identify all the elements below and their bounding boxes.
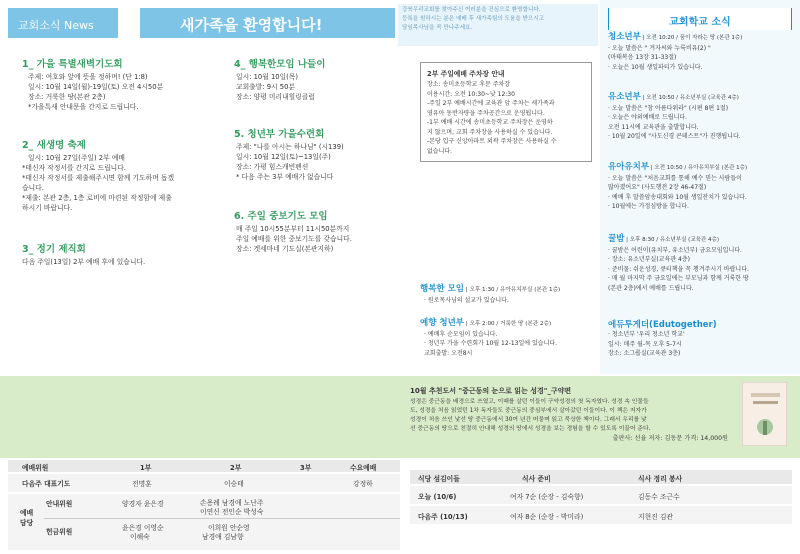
school-line: 많아졌어요" (사도행전 2장 46-47절) <box>608 184 707 191</box>
parking-line: 영유아 동반자량을 주차공간으로 운영됩니다. <box>427 109 545 117</box>
school-line: · 예배 후 말씀암송대회와 10월 생일잔치가 있습니다. <box>608 193 747 201</box>
meal-prep: 여자 7순 (순장 - 김숙향) <box>510 493 584 501</box>
notice-4 <box>234 56 414 102</box>
notice-title: 5. 청년부 가을수련회 <box>234 129 325 140</box>
service-header-2: 2부 <box>230 464 242 472</box>
notice-6 <box>234 208 414 254</box>
school-section-name: 유소년부 <box>608 92 641 102</box>
note-line: 등록을 원하시는 분은 예배 후 새가족팀의 도움을 받으시고 <box>402 16 545 22</box>
service-header-4: 수요예배 <box>350 464 377 472</box>
school-line: · 오늘은 10월 생일파티가 있습니다. <box>608 63 703 71</box>
youth-section <box>420 316 600 358</box>
meal-header: 식사 준비 <box>522 475 551 483</box>
book-cover-art <box>743 383 788 447</box>
parking-line: -주일 2부 예배시간에 교육관 앞 주차는 새가족과 <box>427 100 555 107</box>
school-line: (마태복음 13장 31-33절) <box>608 54 677 61</box>
parking-line: 장소: 송미초등학교 후문 주차장 <box>427 81 511 88</box>
service-subrow-label: 헌금위원 <box>46 528 73 536</box>
school-preschool <box>608 160 798 212</box>
school-section-meta: | 오전 10:20 / 꿈이 자라는 땅 (본관 1층) <box>640 35 743 41</box>
notice-3 <box>22 241 222 267</box>
notice-1 <box>22 56 222 112</box>
notice-line: *태신자 작정서를 간지로 드립니다. <box>22 164 126 172</box>
school-line: · 장소: 유소년부실(교육관 4층) <box>608 256 690 263</box>
notice-line: 주제: "나를 아시는 하나님" (시139) <box>236 143 344 151</box>
meal-header: 식당 섬김이들 <box>418 475 460 483</box>
school-line: (본관 2층)에서 예배를 드립니다. <box>608 284 694 292</box>
school-kkulbam <box>608 232 798 293</box>
edu-line: · 청소년부 '우리 청소년 학교' <box>608 331 685 338</box>
school-youth <box>608 30 798 72</box>
service-cell: 강정하 <box>353 480 373 488</box>
youth-line: · 예배후 순모임이 있습니다. <box>424 330 498 338</box>
service-cell: 윤은경 이영순 <box>122 524 164 532</box>
school-line: · 매 월 마지막 주 금요일에는 부모님과 함께 거룩한 땅 <box>608 275 749 282</box>
service-cell: 남경애 김남향 <box>202 533 244 541</box>
notice-line: *태신자 작정서를 제출해주시면 함께 기도하며 돕겠 <box>22 174 175 182</box>
welcome-note <box>398 4 598 46</box>
notice-title: 3_ 정기 제직회 <box>22 244 86 255</box>
notice-line: 주제: 여호와 앞에 뜻을 정하며! (단 1:8) <box>28 73 148 81</box>
notice-line: 하시기 바랍니다. <box>22 204 73 212</box>
notice-line: 장소: 양평 미리내힐링클럽 <box>236 93 315 101</box>
school-section-name: 유아유치부 <box>608 162 650 172</box>
school-line: · 10월 20일에 "사도신경 콘테스트"가 진행됩니다. <box>608 133 741 140</box>
service-row-label: 다음주 대표기도 <box>22 480 71 488</box>
notice-line: 교회출발: 9시 50분 <box>236 83 295 91</box>
youth-title: 예향 청년부 <box>420 318 465 328</box>
parking-line: 지 않으며, 교회 주차장을 사용하실 수 있습니다. <box>427 128 553 136</box>
table-row <box>410 486 792 504</box>
book-title: 10월 추천도서 "중근동의 눈으로 읽는 성경"_구약편 <box>410 387 572 395</box>
service-cell: 전명훈 <box>132 480 152 488</box>
school-line: 오전 11시에 교육관을 출발합니다. <box>608 123 699 131</box>
service-cell: 이승태 <box>224 480 244 488</box>
news-tab: 교회소식 News <box>8 8 118 38</box>
youth-meta: | 오후 2:00 / 거룩한 땅 (본관 2층) <box>464 321 552 327</box>
edu-line: 일시: 매주 월-목 오후 5-7시 <box>608 340 682 348</box>
notice-line: *제출: 본관 2층, 1층 로비에 마련된 작정함에 제출 <box>22 194 172 202</box>
notice-line: 다음 주일(13일) 2부 예배 후에 있습니다. <box>22 258 146 266</box>
note-line: 담임목사님을 꼭 만나주세요. <box>402 25 473 31</box>
book-line: 도, 성경을 처음 읽었던 1차 독자들도 중근동의 중심부에서 살아갔던 이들이다. 이 책은 저자가 <box>410 408 647 414</box>
school-section-meta: | 오전 10:50 / 유아유치부실 (본관 1층) <box>649 165 748 171</box>
book-recommendation <box>410 386 740 444</box>
book-line: 성경은 중근동을 배경으로 쓰였고, 이때를 살던 이들이 구약성경의 첫 독자였다. 성경 속 인물들 <box>410 399 649 405</box>
note-line: 강북우리교회를 찾아주신 여러분을 진심으로 환영합니다. <box>402 7 541 13</box>
service-cell: 이해숙 <box>130 533 150 541</box>
school-line: · 꿀밤은 어린이(유치부, 유소년부) 금요모임입니다. <box>608 246 742 254</box>
parking-notice <box>420 62 592 162</box>
school-title: 교회학교 소식 <box>608 8 792 30</box>
notice-line: 장소: 겟세마네 기도실(본관지하) <box>236 245 334 253</box>
happy-title: 행복한 모임 <box>420 284 465 294</box>
meal-header: 식사 정리 봉사 <box>638 475 683 483</box>
school-line: · 오늘 말씀은 "처음교회를 통해 예수 믿는 사람들이 <box>608 174 742 182</box>
notice-line: 일시: 10월 12일(토)~13일(주) <box>236 153 331 161</box>
notice-line: 매 주일 10시55분부터 11시50분까지 <box>236 225 350 233</box>
school-line: · 오늘은 야외예배로 드립니다. <box>608 114 688 121</box>
notice-line: *가을특새 안내문을 간지로 드립니다. <box>28 103 139 111</box>
meal-day: 오늘 (10/6) <box>418 493 457 501</box>
notice-title: 1_ 가을 특별새벽기도회 <box>22 59 123 70</box>
meal-prep: 여자 8순 (순장 - 박미라) <box>510 513 584 521</box>
school-line: · 오늘 말씀은 "참 아름다워라" (시편 8편 1절) <box>608 104 729 112</box>
school-kids <box>608 90 798 142</box>
edu-line: 장소: 소그룹실(교육관 3층) <box>608 350 681 357</box>
notice-title: 4_ 행복한모임 나들이 <box>234 59 326 70</box>
parking-title: 2부 주일예배 주차장 안내 <box>427 70 505 78</box>
notice-title: 6. 주일 중보기도 모임 <box>234 211 328 222</box>
school-section-meta: | 오전 10:50 / 유소년부실 (교육관 4층) <box>640 95 739 101</box>
welcome-headline: 새가족을 환영합니다! <box>140 8 395 38</box>
divider <box>44 518 400 519</box>
notice-line: 주일 예배를 위한 중보기도를 갖습니다. <box>236 235 352 243</box>
school-section-meta: | 오후 8:30 / 유소년부실 (교육관 4층) <box>624 237 719 243</box>
service-header-1: 1부 <box>140 464 152 472</box>
notice-line: 장소: 가평 힘스캐빈펜션 <box>236 163 309 171</box>
notice-line: 장소: 거룩한 땅(본관 2층) <box>28 93 106 101</box>
book-line: 성경이 처음 쓰인 낯선 땅 중근동에서 30여 년간 머물며 읽고 묵상한 책이다. 그래서 우리를 낯 <box>410 417 647 423</box>
school-edutogether <box>608 318 798 359</box>
book-line: 선 중근동의 땅으로 친절히 안내해 성경의 땅에서 성경을 보는 경험을 할 수 있도록 이끌어 준다. <box>410 426 651 432</box>
youth-line: 교회출발: 오전8시 <box>424 349 473 357</box>
meal-clean: 지현진 김관 <box>638 513 673 521</box>
service-cell: 이연신 전인순 박성숙 <box>200 508 264 516</box>
school-line: · 오늘 말씀은 " 겨자씨와 누룩비유(2) " <box>608 44 711 52</box>
parking-line: 없습니다. <box>427 147 453 155</box>
happy-meta: | 오후 1:30 / 유아유치부실 (본관 1층) <box>464 287 561 293</box>
edu-title: 에듀투게더(Edutogether) <box>608 320 717 330</box>
notice-2 <box>22 137 227 213</box>
notice-line: 일시: 10월 27일(주일) 2부 예배 <box>28 154 125 162</box>
school-section-name: 꿀밤 <box>608 234 625 244</box>
book-cover-image <box>742 382 787 446</box>
service-cell: 손용례 남경애 노난주 <box>200 499 264 507</box>
school-section-name: 청소년부 <box>608 32 641 42</box>
happy-line: · 원로목사님의 설교가 있습니다. <box>424 296 509 304</box>
parking-line: -본당 입구 신앙아파트 외곽 주차장은 사용하실 수 <box>427 138 557 145</box>
service-group-label: 예배 담당 <box>20 509 34 527</box>
service-cell: 이희원 안순영 <box>208 524 250 532</box>
notice-title: 2_ 새생명 축제 <box>22 140 86 151</box>
notice-5 <box>234 126 414 182</box>
service-header-label: 예배위원 <box>22 464 49 472</box>
service-cell: 양경자 윤은경 <box>122 500 164 508</box>
service-subrow-label: 안내위원 <box>46 500 73 508</box>
meal-day: 다음주 (10/13) <box>418 513 468 521</box>
youth-line: · 청년부 가을 수련회가 10월 12-13일에 있습니다. <box>424 340 558 347</box>
happy-meeting <box>420 282 600 305</box>
meal-table-header <box>410 470 792 484</box>
school-line: · 10월에는 가정심방을 합니다. <box>608 203 689 210</box>
book-publisher: 출판사: 선율 저자: 김동문 가격: 14,000원 <box>612 435 728 442</box>
notice-line: 일시: 10월 10일(목) <box>236 73 299 81</box>
parking-line: 이용시간: 오전 10:30~낮 12:30 <box>427 90 515 98</box>
parking-line: -1부 예배 시간에 송미초등학교 주차장은 운영하 <box>427 119 553 126</box>
notice-line: * 다음 주는 3부 예배가 없습니다 <box>236 173 334 181</box>
service-header-3: 3부 <box>300 464 312 472</box>
notice-line: 일시: 10월 14일(월)-19일(토) 오전 4시50분 <box>28 83 164 91</box>
meal-clean: 김동수 조근수 <box>638 493 680 501</box>
service-table-header <box>8 460 400 472</box>
school-line: · 준비물: 쉬운성경, 큐티책을 꼭 챙겨주시기 바랍니다. <box>608 265 749 273</box>
notice-line: 습니다. <box>22 184 44 192</box>
